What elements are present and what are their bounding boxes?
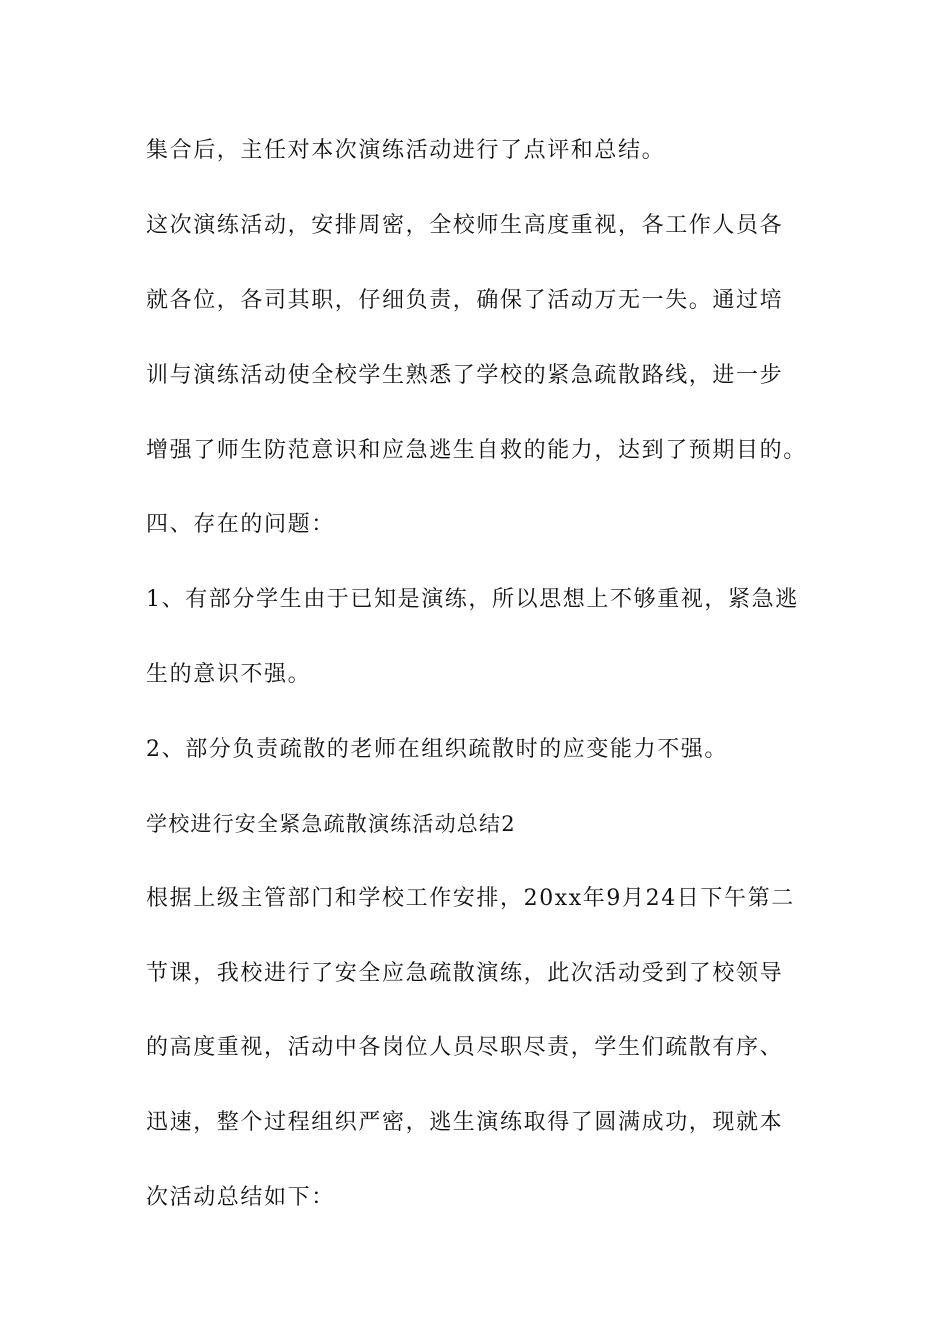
document-title-2: 学校进行安全紧急疏散演练活动总结2 [146,812,516,836]
section-heading-problems: 四、存在的问题： [146,512,335,537]
text-line-13: 的高度重视，活动中各岗位人员尽职尽责，学生们疏散有序、 [146,1035,784,1060]
text-line-11: 根据上级主管部门和学校工作安排，20xx年9月24日下午第二 [146,886,795,911]
text-line-2: 这次演练活动，安排周密，全校师生高度重视，各工作人员各 [146,213,784,238]
text-line-15: 次活动总结如下： [146,1185,335,1210]
text-line-5: 增强了师生防范意识和应急逃生自救的能力，达到了预期目的。 [146,438,807,463]
text-line-4: 训与演练活动使全校学生熟悉了学校的紧急疏散路线，进一步 [146,363,784,388]
text-line-7: 1、有部分学生由于已知是演练，所以思想上不够重视，紧急逃 [146,587,799,612]
text-line-3: 就各位，各司其职，仔细负责，确保了活动万无一失。通过培 [146,288,784,313]
text-line-1: 集合后，主任对本次演练活动进行了点评和总结。 [146,138,666,163]
text-line-9: 2、部分负责疏散的老师在组织疏散时的应变能力不强。 [146,737,728,762]
text-line-14: 迅速，整个过程组织严密，逃生演练取得了圆满成功，现就本 [146,1110,784,1135]
text-line-12: 节课，我校进行了安全应急疏散演练，此次活动受到了校领导 [146,961,784,986]
text-line-8: 生的意识不强。 [146,662,312,687]
